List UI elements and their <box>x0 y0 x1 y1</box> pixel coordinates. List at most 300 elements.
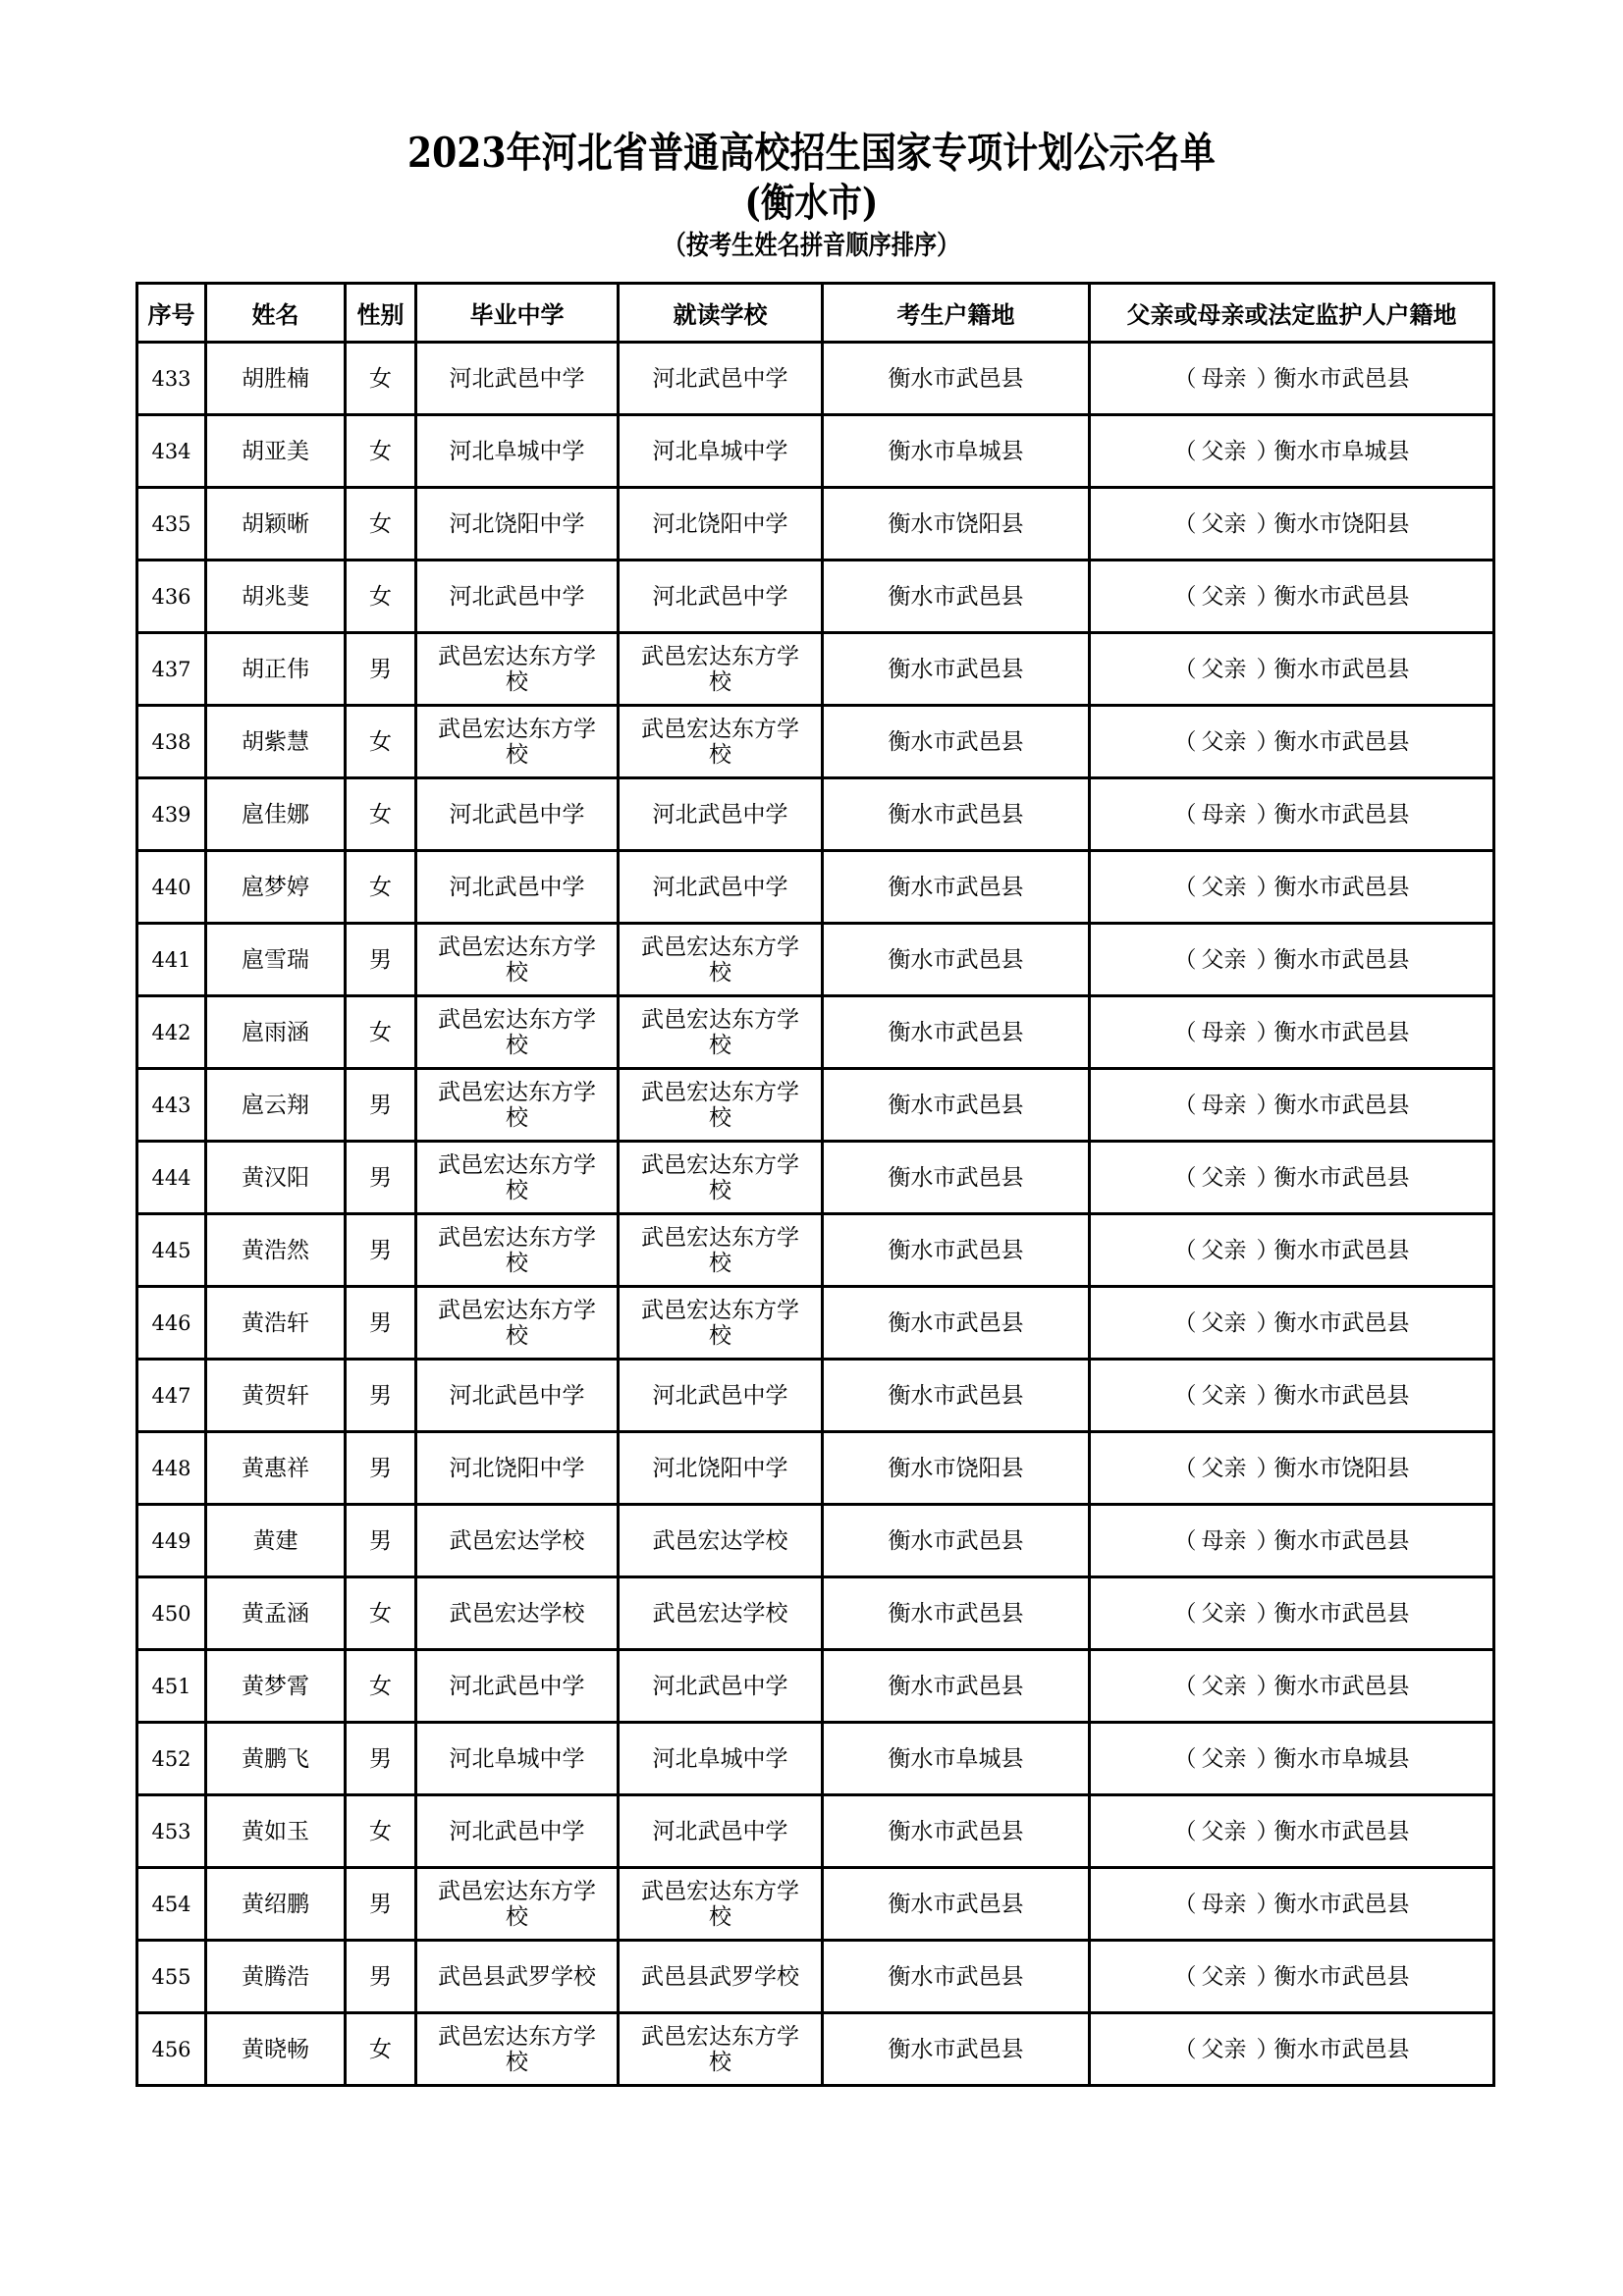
table-row <box>137 1069 1494 1142</box>
cell-hukou: 衡水市阜城县 <box>823 415 1090 488</box>
paren-close: ） <box>1256 1745 1279 1772</box>
cell-hukou: 衡水市武邑县 <box>823 706 1090 778</box>
cell-current-school <box>619 2013 823 2086</box>
cell-hukou: 衡水市武邑县 <box>823 1360 1090 1432</box>
cell-parent-hukou <box>1090 633 1494 706</box>
parent-relation: 父亲 <box>1201 1600 1247 1627</box>
parent-hukou-text: 衡水市武邑县 <box>1273 728 1410 755</box>
cell-no: 437 <box>137 633 206 706</box>
cell-name: 黄孟涵 <box>206 1577 346 1650</box>
current-school-text: 武邑宏达东方学校 <box>641 1079 799 1131</box>
grad-school-text: 河北武邑中学 <box>449 874 585 900</box>
table-row <box>137 2013 1494 2086</box>
cell-no: 454 <box>137 1868 206 1941</box>
cell-name: 扈梦婷 <box>206 851 346 924</box>
cell-grad-school <box>416 1795 619 1868</box>
parent-hukou-text: 衡水市武邑县 <box>1273 1963 1410 1990</box>
paren-open: （ <box>1173 874 1197 900</box>
cell-current-school <box>619 706 823 778</box>
cell-parent-hukou <box>1090 924 1494 996</box>
grad-school-text: 河北武邑中学 <box>449 365 585 392</box>
grad-school-text: 武邑宏达东方学校 <box>438 1006 596 1058</box>
paren-open: （ <box>1173 728 1197 755</box>
parent-relation: 父亲 <box>1201 583 1247 610</box>
grad-school-text: 河北阜城中学 <box>449 1745 585 1772</box>
paren-open: （ <box>1173 1019 1197 1045</box>
paren-open: （ <box>1173 1527 1197 1554</box>
table-row <box>137 778 1494 851</box>
paren-close: ） <box>1256 1382 1279 1409</box>
cell-current-school <box>619 1650 823 1723</box>
parent-relation: 母亲 <box>1201 1527 1247 1554</box>
paren-close: ） <box>1256 1891 1279 1917</box>
parent-hukou-text: 衡水市武邑县 <box>1273 2036 1410 2062</box>
cell-current-school <box>619 1723 823 1795</box>
grad-school-text: 河北武邑中学 <box>449 1818 585 1844</box>
current-school-text: 河北阜城中学 <box>652 1745 788 1772</box>
parent-hukou-text: 衡水市武邑县 <box>1273 1164 1410 1191</box>
parent-hukou-text: 衡水市武邑县 <box>1273 583 1410 610</box>
table-row <box>137 1505 1494 1577</box>
cell-no: 438 <box>137 706 206 778</box>
cell-gender: 男 <box>346 633 416 706</box>
cell-parent-hukou <box>1090 1214 1494 1287</box>
cell-current-school <box>619 488 823 561</box>
parent-relation: 父亲 <box>1201 2036 1247 2062</box>
cell-hukou: 衡水市武邑县 <box>823 1650 1090 1723</box>
cell-grad-school <box>416 778 619 851</box>
header-no: 序号 <box>137 284 206 343</box>
cell-current-school <box>619 1868 823 1941</box>
table-row <box>137 1214 1494 1287</box>
grad-school-text: 武邑县武罗学校 <box>438 1963 596 1990</box>
paren-open: （ <box>1173 1237 1197 1263</box>
cell-grad-school <box>416 924 619 996</box>
table-row <box>137 1868 1494 1941</box>
grad-school-text: 河北饶阳中学 <box>449 510 585 537</box>
cell-no: 451 <box>137 1650 206 1723</box>
cell-gender: 女 <box>346 706 416 778</box>
cell-parent-hukou <box>1090 2013 1494 2086</box>
header-current-school: 就读学校 <box>619 284 823 343</box>
cell-parent-hukou <box>1090 706 1494 778</box>
cell-current-school <box>619 561 823 633</box>
table-row <box>137 851 1494 924</box>
cell-hukou: 衡水市饶阳县 <box>823 1432 1090 1505</box>
grad-school-text: 河北武邑中学 <box>449 1673 585 1699</box>
cell-current-school <box>619 633 823 706</box>
paren-open: （ <box>1173 1309 1197 1336</box>
current-school-text: 河北武邑中学 <box>652 874 788 900</box>
paren-open: （ <box>1173 1164 1197 1191</box>
cell-grad-school <box>416 1505 619 1577</box>
paren-close: ） <box>1256 1309 1279 1336</box>
table-body <box>137 343 1494 2086</box>
cell-current-school <box>619 851 823 924</box>
table-row <box>137 415 1494 488</box>
cell-grad-school <box>416 343 619 415</box>
header-grad-school: 毕业中学 <box>416 284 619 343</box>
cell-no: 456 <box>137 2013 206 2086</box>
cell-name: 黄汉阳 <box>206 1142 346 1214</box>
cell-name: 黄浩轩 <box>206 1287 346 1360</box>
cell-current-school <box>619 415 823 488</box>
cell-parent-hukou <box>1090 1505 1494 1577</box>
parent-relation: 父亲 <box>1201 1673 1247 1699</box>
cell-name: 胡胜楠 <box>206 343 346 415</box>
cell-hukou: 衡水市武邑县 <box>823 778 1090 851</box>
parent-hukou-text: 衡水市武邑县 <box>1273 801 1410 828</box>
parent-relation: 父亲 <box>1201 1745 1247 1772</box>
parent-hukou-text: 衡水市武邑县 <box>1273 1891 1410 1917</box>
table-row <box>137 1723 1494 1795</box>
current-school-text: 武邑宏达东方学校 <box>641 1151 799 1203</box>
cell-name: 黄腾浩 <box>206 1941 346 2013</box>
parent-relation: 父亲 <box>1201 1309 1247 1336</box>
cell-gender: 男 <box>346 1941 416 2013</box>
cell-grad-school <box>416 1287 619 1360</box>
cell-parent-hukou <box>1090 996 1494 1069</box>
paren-open: （ <box>1173 583 1197 610</box>
parent-relation: 母亲 <box>1201 801 1247 828</box>
paren-open: （ <box>1173 1455 1197 1481</box>
current-school-text: 河北饶阳中学 <box>652 1455 788 1481</box>
grad-school-text: 武邑宏达东方学校 <box>438 1297 596 1349</box>
cell-current-school <box>619 1795 823 1868</box>
cell-gender: 女 <box>346 1795 416 1868</box>
paren-close: ） <box>1256 2036 1279 2062</box>
cell-gender: 女 <box>346 1577 416 1650</box>
parent-hukou-text: 衡水市饶阳县 <box>1273 1455 1410 1481</box>
paren-open: （ <box>1173 1891 1197 1917</box>
cell-hukou: 衡水市武邑县 <box>823 1505 1090 1577</box>
cell-current-school <box>619 1577 823 1650</box>
parent-hukou-text: 衡水市阜城县 <box>1273 438 1410 464</box>
grad-school-text: 河北饶阳中学 <box>449 1455 585 1481</box>
current-school-text: 武邑宏达学校 <box>652 1600 788 1627</box>
city-subtitle: (衡水市) <box>744 180 879 226</box>
parent-relation: 母亲 <box>1201 1019 1247 1045</box>
paren-close: ） <box>1256 438 1279 464</box>
cell-name: 黄如玉 <box>206 1795 346 1868</box>
table-row <box>137 924 1494 996</box>
cell-grad-school <box>416 1868 619 1941</box>
paren-close: ） <box>1256 365 1279 392</box>
parent-hukou-text: 衡水市武邑县 <box>1273 1818 1410 1844</box>
cell-gender: 男 <box>346 1360 416 1432</box>
cell-name: 扈雪瑞 <box>206 924 346 996</box>
grad-school-text: 河北武邑中学 <box>449 801 585 828</box>
cell-name: 扈雨涵 <box>206 996 346 1069</box>
cell-current-school <box>619 996 823 1069</box>
paren-open: （ <box>1173 1600 1197 1627</box>
cell-parent-hukou <box>1090 778 1494 851</box>
cell-current-school <box>619 1432 823 1505</box>
cell-gender: 男 <box>346 1142 416 1214</box>
grad-school-text: 武邑宏达东方学校 <box>438 716 596 768</box>
parent-relation: 母亲 <box>1201 1092 1247 1118</box>
cell-hukou: 衡水市武邑县 <box>823 633 1090 706</box>
grad-school-text: 武邑宏达东方学校 <box>438 1079 596 1131</box>
cell-hukou: 衡水市武邑县 <box>823 1214 1090 1287</box>
cell-gender: 女 <box>346 1650 416 1723</box>
parent-relation: 母亲 <box>1201 1891 1247 1917</box>
paren-close: ） <box>1256 1019 1279 1045</box>
cell-hukou: 衡水市武邑县 <box>823 1577 1090 1650</box>
cell-hukou: 衡水市武邑县 <box>823 1069 1090 1142</box>
paren-open: （ <box>1173 946 1197 973</box>
cell-no: 444 <box>137 1142 206 1214</box>
paren-open: （ <box>1173 1745 1197 1772</box>
cell-grad-school <box>416 1577 619 1650</box>
cell-no: 441 <box>137 924 206 996</box>
header-name: 姓名 <box>206 284 346 343</box>
parent-hukou-text: 衡水市武邑县 <box>1273 1382 1410 1409</box>
cell-no: 446 <box>137 1287 206 1360</box>
cell-no: 434 <box>137 415 206 488</box>
current-school-text: 武邑宏达东方学校 <box>641 1006 799 1058</box>
parent-relation: 父亲 <box>1201 874 1247 900</box>
cell-gender: 女 <box>346 996 416 1069</box>
table-row <box>137 1287 1494 1360</box>
parent-relation: 父亲 <box>1201 1818 1247 1844</box>
paren-close: ） <box>1256 1673 1279 1699</box>
cell-parent-hukou <box>1090 488 1494 561</box>
table-row <box>137 1650 1494 1723</box>
sort-note: （按考生姓名拼音顺序排序） <box>663 231 960 261</box>
table-row <box>137 1795 1494 1868</box>
cell-current-school <box>619 924 823 996</box>
cell-gender: 女 <box>346 2013 416 2086</box>
table-row <box>137 1142 1494 1214</box>
parent-relation: 父亲 <box>1201 1455 1247 1481</box>
parent-hukou-text: 衡水市武邑县 <box>1273 946 1410 973</box>
current-school-text: 河北武邑中学 <box>652 1818 788 1844</box>
cell-hukou: 衡水市武邑县 <box>823 1287 1090 1360</box>
paren-close: ） <box>1256 1237 1279 1263</box>
current-school-text: 河北武邑中学 <box>652 1382 788 1409</box>
cell-current-school <box>619 1287 823 1360</box>
paren-open: （ <box>1173 1673 1197 1699</box>
current-school-text: 武邑宏达东方学校 <box>641 934 799 986</box>
parent-hukou-text: 衡水市武邑县 <box>1273 365 1410 392</box>
cell-grad-school <box>416 2013 619 2086</box>
current-school-text: 武邑宏达东方学校 <box>641 1878 799 1930</box>
cell-name: 黄鹏飞 <box>206 1723 346 1795</box>
grad-school-text: 武邑宏达东方学校 <box>438 1151 596 1203</box>
cell-gender: 男 <box>346 1069 416 1142</box>
parent-hukou-text: 衡水市武邑县 <box>1273 1092 1410 1118</box>
roster-table <box>135 282 1495 2087</box>
cell-hukou: 衡水市武邑县 <box>823 2013 1090 2086</box>
cell-gender: 男 <box>346 1287 416 1360</box>
table-row <box>137 1432 1494 1505</box>
parent-relation: 母亲 <box>1201 365 1247 392</box>
grad-school-text: 河北武邑中学 <box>449 583 585 610</box>
cell-name: 黄贺轩 <box>206 1360 346 1432</box>
paren-close: ） <box>1256 583 1279 610</box>
cell-parent-hukou <box>1090 1723 1494 1795</box>
parent-hukou-text: 衡水市武邑县 <box>1273 1019 1410 1045</box>
parent-hukou-text: 衡水市武邑县 <box>1273 1527 1410 1554</box>
parent-relation: 父亲 <box>1201 1164 1247 1191</box>
current-school-text: 武邑宏达东方学校 <box>641 716 799 768</box>
parent-relation: 父亲 <box>1201 728 1247 755</box>
cell-current-school <box>619 1214 823 1287</box>
cell-name: 黄建 <box>206 1505 346 1577</box>
paren-open: （ <box>1173 1382 1197 1409</box>
cell-hukou: 衡水市武邑县 <box>823 343 1090 415</box>
header-gender: 性别 <box>346 284 416 343</box>
cell-hukou: 衡水市武邑县 <box>823 1795 1090 1868</box>
cell-no: 447 <box>137 1360 206 1432</box>
cell-no: 450 <box>137 1577 206 1650</box>
parent-hukou-text: 衡水市武邑县 <box>1273 1309 1410 1336</box>
grad-school-text: 河北阜城中学 <box>449 438 585 464</box>
current-school-text: 武邑宏达东方学校 <box>641 1224 799 1276</box>
current-school-text: 河北武邑中学 <box>652 801 788 828</box>
current-school-text: 武邑宏达学校 <box>652 1527 788 1554</box>
cell-gender: 男 <box>346 1868 416 1941</box>
cell-gender: 女 <box>346 851 416 924</box>
parent-hukou-text: 衡水市武邑县 <box>1273 1237 1410 1263</box>
paren-open: （ <box>1173 510 1197 537</box>
cell-parent-hukou <box>1090 851 1494 924</box>
cell-parent-hukou <box>1090 343 1494 415</box>
cell-current-school <box>619 778 823 851</box>
cell-no: 439 <box>137 778 206 851</box>
paren-close: ） <box>1256 874 1279 900</box>
cell-hukou: 衡水市武邑县 <box>823 851 1090 924</box>
cell-no: 448 <box>137 1432 206 1505</box>
cell-no: 433 <box>137 343 206 415</box>
cell-gender: 男 <box>346 1723 416 1795</box>
cell-gender: 女 <box>346 488 416 561</box>
cell-parent-hukou <box>1090 561 1494 633</box>
current-school-text: 武邑宏达东方学校 <box>641 1297 799 1349</box>
table-row <box>137 1941 1494 2013</box>
parent-relation: 父亲 <box>1201 656 1247 682</box>
parent-relation: 父亲 <box>1201 1237 1247 1263</box>
cell-hukou: 衡水市武邑县 <box>823 996 1090 1069</box>
cell-grad-school <box>416 1723 619 1795</box>
parent-relation: 父亲 <box>1201 946 1247 973</box>
current-school-text: 武邑县武罗学校 <box>641 1963 799 1990</box>
current-school-text: 武邑宏达东方学校 <box>641 2023 799 2075</box>
cell-no: 455 <box>137 1941 206 2013</box>
cell-name: 胡正伟 <box>206 633 346 706</box>
cell-current-school <box>619 343 823 415</box>
paren-close: ） <box>1256 656 1279 682</box>
cell-gender: 女 <box>346 778 416 851</box>
cell-gender: 男 <box>346 1505 416 1577</box>
table-row <box>137 706 1494 778</box>
paren-close: ） <box>1256 1818 1279 1844</box>
cell-current-school <box>619 1360 823 1432</box>
table-row <box>137 343 1494 415</box>
cell-parent-hukou <box>1090 415 1494 488</box>
cell-current-school <box>619 1069 823 1142</box>
cell-grad-school <box>416 1941 619 2013</box>
paren-open: （ <box>1173 2036 1197 2062</box>
cell-current-school <box>619 1505 823 1577</box>
current-school-text: 河北阜城中学 <box>652 438 788 464</box>
cell-name: 胡颖晰 <box>206 488 346 561</box>
grad-school-text: 武邑宏达东方学校 <box>438 934 596 986</box>
paren-close: ） <box>1256 1092 1279 1118</box>
cell-grad-school <box>416 488 619 561</box>
paren-open: （ <box>1173 1092 1197 1118</box>
cell-parent-hukou <box>1090 1795 1494 1868</box>
cell-hukou: 衡水市武邑县 <box>823 1868 1090 1941</box>
cell-no: 442 <box>137 996 206 1069</box>
cell-gender: 男 <box>346 1432 416 1505</box>
cell-parent-hukou <box>1090 1868 1494 1941</box>
grad-school-text: 武邑宏达学校 <box>449 1527 585 1554</box>
document-title: 2023年河北省普通高校招生国家专项计划公示名单 <box>406 129 1216 177</box>
cell-current-school <box>619 1941 823 2013</box>
parent-hukou-text: 衡水市武邑县 <box>1273 656 1410 682</box>
cell-hukou: 衡水市武邑县 <box>823 561 1090 633</box>
cell-parent-hukou <box>1090 1432 1494 1505</box>
cell-name: 黄梦霄 <box>206 1650 346 1723</box>
parent-hukou-text: 衡水市饶阳县 <box>1273 510 1410 537</box>
table-row <box>137 996 1494 1069</box>
paren-close: ） <box>1256 801 1279 828</box>
cell-gender: 女 <box>346 561 416 633</box>
table-row <box>137 488 1494 561</box>
parent-relation: 父亲 <box>1201 1382 1247 1409</box>
table-row <box>137 1360 1494 1432</box>
cell-name: 扈佳娜 <box>206 778 346 851</box>
cell-name: 黄绍鹏 <box>206 1868 346 1941</box>
cell-name: 黄浩然 <box>206 1214 346 1287</box>
grad-school-text: 河北武邑中学 <box>449 1382 585 1409</box>
cell-grad-school <box>416 1432 619 1505</box>
cell-no: 453 <box>137 1795 206 1868</box>
grad-school-text: 武邑宏达东方学校 <box>438 1878 596 1930</box>
paren-open: （ <box>1173 438 1197 464</box>
parent-relation: 父亲 <box>1201 1963 1247 1990</box>
cell-name: 胡兆斐 <box>206 561 346 633</box>
cell-no: 443 <box>137 1069 206 1142</box>
cell-no: 445 <box>137 1214 206 1287</box>
parent-relation: 父亲 <box>1201 510 1247 537</box>
cell-hukou: 衡水市阜城县 <box>823 1723 1090 1795</box>
header-parent-hukou: 父亲或母亲或法定监护人户籍地 <box>1090 284 1494 343</box>
cell-current-school <box>619 1142 823 1214</box>
paren-open: （ <box>1173 801 1197 828</box>
parent-hukou-text: 衡水市武邑县 <box>1273 1673 1410 1699</box>
cell-gender: 男 <box>346 924 416 996</box>
parent-hukou-text: 衡水市阜城县 <box>1273 1745 1410 1772</box>
cell-parent-hukou <box>1090 1650 1494 1723</box>
header-hukou: 考生户籍地 <box>823 284 1090 343</box>
paren-open: （ <box>1173 656 1197 682</box>
paren-close: ） <box>1256 1600 1279 1627</box>
grad-school-text: 武邑宏达学校 <box>449 1600 585 1627</box>
cell-grad-school <box>416 561 619 633</box>
cell-gender: 女 <box>346 343 416 415</box>
cell-parent-hukou <box>1090 1069 1494 1142</box>
cell-no: 452 <box>137 1723 206 1795</box>
cell-grad-school <box>416 851 619 924</box>
cell-parent-hukou <box>1090 1941 1494 2013</box>
paren-open: （ <box>1173 365 1197 392</box>
cell-hukou: 衡水市饶阳县 <box>823 488 1090 561</box>
paren-open: （ <box>1173 1818 1197 1844</box>
cell-grad-school <box>416 415 619 488</box>
